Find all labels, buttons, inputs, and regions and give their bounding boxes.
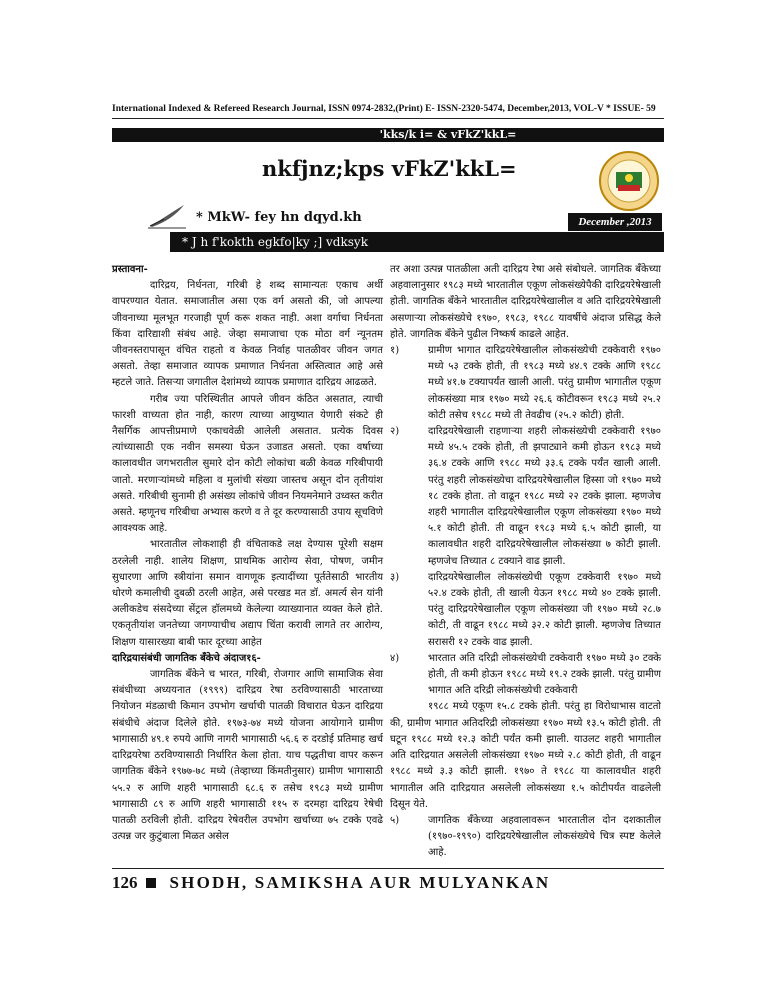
- quill-icon: [146, 203, 188, 229]
- finding-item: [390, 343, 661, 424]
- finding-text: दारिद्रयरेषेखालील लोकसंख्येची एकूण टक्केवारी १९७० मध्ये ५२.४ टक्के होती, ती खाली येऊन १९८८ मध्ये ४० टक्के झाली. परंतु दारिद्रयरेषेखालील एकूण लोकसंख्या जी १९७० मध्ये २८.७ कोटी, ती वाढून १९८८ मध्ये ३२.२ कोटी झाली. म्हणजेच तिच्यात सरासरी १२ टक्के वाढ झाली.: [428, 571, 661, 648]
- left-column: [112, 262, 383, 845]
- finding-number: ४): [390, 652, 400, 664]
- page-footer: [112, 873, 550, 893]
- date-box: December ,2013: [568, 213, 662, 231]
- header-rule: [112, 118, 664, 119]
- intro-heading: प्रस्तावना-: [112, 264, 148, 275]
- journal-badge-icon: [598, 150, 660, 212]
- author-affiliation: * J h f'kokth egkfo|ky ;] vdksyk: [170, 232, 664, 252]
- finding-item: [390, 813, 661, 862]
- journal-name: SHODH, SAMIKSHA AUR MULYANKAN: [169, 873, 551, 892]
- world-bank-heading: दारिद्रयासंबंधी जागतिक बँकेचे अंदाज१६-: [112, 652, 261, 664]
- right-column: [390, 262, 661, 862]
- footer-rule: [112, 868, 664, 869]
- finding-text: दारिद्रयरेषेखाली राहणाऱ्या शहरी लोकसंख्येची टक्केवारी १९७० मध्ये ४५.५ टक्के होती, ती झपाट्याने कमी होऊन १९८३ मध्ये ३६.४ टक्के आणि १९८८ मध्ये ३३.६ टक्के पर्यंत खाली आली. परंतु शहरी लोकसंख्येचा दारिद्रयरेषेखालील हिस्सा जो १९७० मध्ये १८ टक्के होता. तो वाढून १९८८ मध्ये २२ टक्के झाला. म्हणजेच शहरी भागातील दारिद्रयरेषेखालील एकूण लोकसंख्या १९७० मध्ये ५.१ कोटी होती. ती वाढून १९८३ मध्ये ६.५ कोटी झाली, या कालावधीत शहरी दारिद्रयरेषेखालील लोकसंख्या ७ कोटी झाली. म्हणजेच तिच्यात ८ टक्याने वाढ झाली.: [428, 426, 661, 567]
- finding-number: १): [390, 345, 400, 357]
- section-label: 'kks/k i= & vFkZ'kkL=: [379, 128, 517, 141]
- finding-item: [390, 424, 661, 570]
- finding-4-continued: १९८८ मध्ये एकूण १५.८ टक्के होती. परंतु हा विरोधाभास वाटतो की, ग्रामीण भागात अतिदरिद्री लोकसंख्या १९७० मध्ये १३.५ कोटी होती. ती घटून १९८८ मध्ये १२.३ कोटी पर्यंत कमी झाली. याउलट शहरी भागातील अति दारिद्रयात असलेली लोकसंख्या १९७० मध्ये २.८ कोटी होती, ती वाढून १९८८ मध्ये ३.३ कोटी झाली. १९७० ते १९८८ या कालावधीत शहरी भागातील अति दारिद्रयात असलेली लोकसंख्या १.५ कोटीपर्यंत वाढलेली दिसून येते.: [390, 701, 661, 810]
- finding-number: २): [390, 426, 400, 438]
- right-paragraph-1: तर अशा उत्पन्न पातळीला अती दारिद्रय रेषा असे संबोधले. जागतिक बँकेच्या अहवालानुसार १९८३ मध्ये भारतातील एकूण लोकसंख्येपैकी दारिद्रयरेषेखाली होती. जागतिक बँकेने भारतातील दारिद्रयरेषेखालील व अति दारिद्रयरेषेखाली असणाऱ्या लोकसंख्येचे १९७०, १९८३, १९८८ यावर्षीचे अंदाज प्रसिद्ध केले होते. जागतिक बँकेने पुढील निष्कर्ष काढले आहेत.: [390, 264, 661, 340]
- world-bank-paragraph: जागतिक बँकेने च भारत, गरिबी, रोजगार आणि सामाजिक सेवा संबंधीच्या अध्ययनात (१९९९) दारिद्रय रेषा ठरविण्यासाठी भारताच्या नियोजन मंडळाची किमान उपभोग खर्चाची पातळी विचारात घेऊन दारिद्रया संबंधीचे अंदाज दिलेले होते. १९७३-७४ मध्ये योजना आयोगाने ग्रामीण भागासाठी ४९.१ रुपये आणि नागरी भागासाठी ५६.६ रु दरडोई प्रतिमाह खर्च दारिद्रयरेषा ठरविण्यासाठी निर्धारित केला होता. याच पद्धतीचा वापर करून जागतिक बँकेने १९७७-७८ मध्ये (तेव्हाच्या किंमतीनुसार) ग्रामीण भागासाठी ५५.२ रु आणि शहरी भागासाठी ६८.६ रु तसेच १९८३ मध्ये ग्रामीण भागासाठी ८९ रु आणि शहरी भागासाठी ११५ रु दरमहा दारिद्रय रेषेची पातळी ठरविली होती. दारिद्रय रेषेवरील उपभोग खर्चाच्या ७५ टक्के एवढे उत्पन्न जर कुटुंबाला मिळत असेल: [112, 669, 383, 843]
- page-number: 126: [112, 873, 138, 892]
- finding-item: [390, 651, 661, 700]
- journal-header: International Indexed & Refereed Research Journal, ISSN 0974-2832,(Print) E- ISSN-2320-5474, December,2013, VOL-V * ISSUE- 59: [112, 104, 656, 114]
- finding-item: [390, 570, 661, 651]
- finding-text: भारतात अति दरिद्री लोकसंख्येची टक्केवारी १९७० मध्ये ३० टक्के होती, ती कमी होऊन १९८८ मध्ये १९.२ टक्के झाली. परंतु ग्रामीण भागात अति दरिद्री लोकसंख्येची टक्केवारी: [428, 652, 661, 697]
- section-bar: [112, 128, 664, 142]
- finding-text: ग्रामीण भागात दारिद्रयरेषेखालील लोकसंख्येची टक्केवारी १९७० मध्ये ५३ टक्के होती, ती १९८३ मध्ये ४४.९ टक्के आणि १९८८ मध्ये ४१.७ टक्यापर्यंत खाली आली. परंतु ग्रामीण भागातील एकूण लोकसंख्या मात्र १९७० मध्ये २६.६ कोटीवरून १९८३ मध्ये २५.२ कोटी तसेच १९८८ मध्ये ती तेवढीच (२५.२ कोटी) होती.: [428, 345, 661, 421]
- finding-number: ३): [390, 571, 400, 583]
- square-bullet-icon: [146, 878, 156, 888]
- finding-text: जागतिक बँकेच्या अहवालावरून भारतातील दोन दशकातील (१९७०-१९९०) दारिद्रयरेषेखालील लोकसंख्येचे चित्र स्पष्ट केलेले आहे.: [428, 814, 661, 859]
- author-name: * MkW- fey hn dqyd.kh: [196, 210, 362, 225]
- intro-paragraph-3: भारतातील लोकशाही ही वंचिताकडे लक्ष देण्यास पूरेशी सक्षम ठरलेली नाही. शालेय शिक्षण, प्राथमिक आरोग्य सेवा, पोषण, जमीन सुधारणा आणि स्त्रीयांना समान वागणूक इत्यादींच्या पूर्ततेसाठी भारतीय धोरणे कमालीची दुबळी ठरली आहेत, असे परखड मत डॉ. अमर्त्य सेन यांनी अलीकडेच संसदेच्या सेंट्रल हॉलमध्ये केलेल्या व्याख्यानात व्यक्त केले होते. एकतृतीयांश जनतेच्या जगण्याचीच अद्याप चिंता करावी लागते तर आरोग्य, शिक्षण यासारख्या बाबी फार दूरच्या आहेत: [112, 539, 383, 648]
- article-title: nkfjnz;kps vFkZ'kkL=: [262, 156, 517, 181]
- finding-number: ५): [390, 814, 400, 826]
- intro-paragraph-1: दारिद्रय, निर्धनता, गरिबी हे शब्द सामान्यतः एकाच अर्थी वापरण्यात येतात. समाजातील असा एक वर्ग असतो की, जो आपल्या जीवनाच्या मूलभूत गरजाही पूर्ण करू शकत नाही. अशा वर्गाचा निर्धनता किंवा दारिद्याशी संबंध आहे. जेव्हा समाजाचा एक मोठा वर्ग न्यूनतम जीवनस्तरापासून वंचित राहतो व केवळ निर्वाह पातळीवर जीवन जगत असतो. तेव्हा समाजात व्यापक प्रमाणात निर्धनता अस्तित्वात आहे असे म्हटले जाते. तिसऱ्या जगातील देशांमध्ये व्यापक प्रमाणात दारिद्रय आढळते.: [112, 280, 383, 389]
- intro-paragraph-2: गरीब ज्या परिस्थितीत आपले जीवन कंठित असतात, त्याची फारशी वाच्यता होत नाही, कारण त्याच्या आयुष्यात येणारी संकटे ही नैसर्गिक आपत्तीप्रमाणे एकाचवेळी आलेली असतात. प्रत्येक दिवस त्यांच्यासाठी एक नवीन समस्या घेऊन उजाडत असतो. एका वर्षाच्या कालावधीत जगभरातील सुमारे दोन कोटी लोकांचा बळी केवळ गरिबीपायी जातो. मरणाऱ्यांमध्ये महिला व मुलांची संख्या जास्तच असून दोन तृतीयांश असते. गरिबीची सुनामी ही असंख्य लोकांचे जीवन नियमनेमाने उध्वस्त करीत असते. म्हणूनच गरिबीचा अभ्यास करणे व ते दूर करण्यासाठी उपाय सूचविणे आवश्यक आहे.: [112, 393, 383, 535]
